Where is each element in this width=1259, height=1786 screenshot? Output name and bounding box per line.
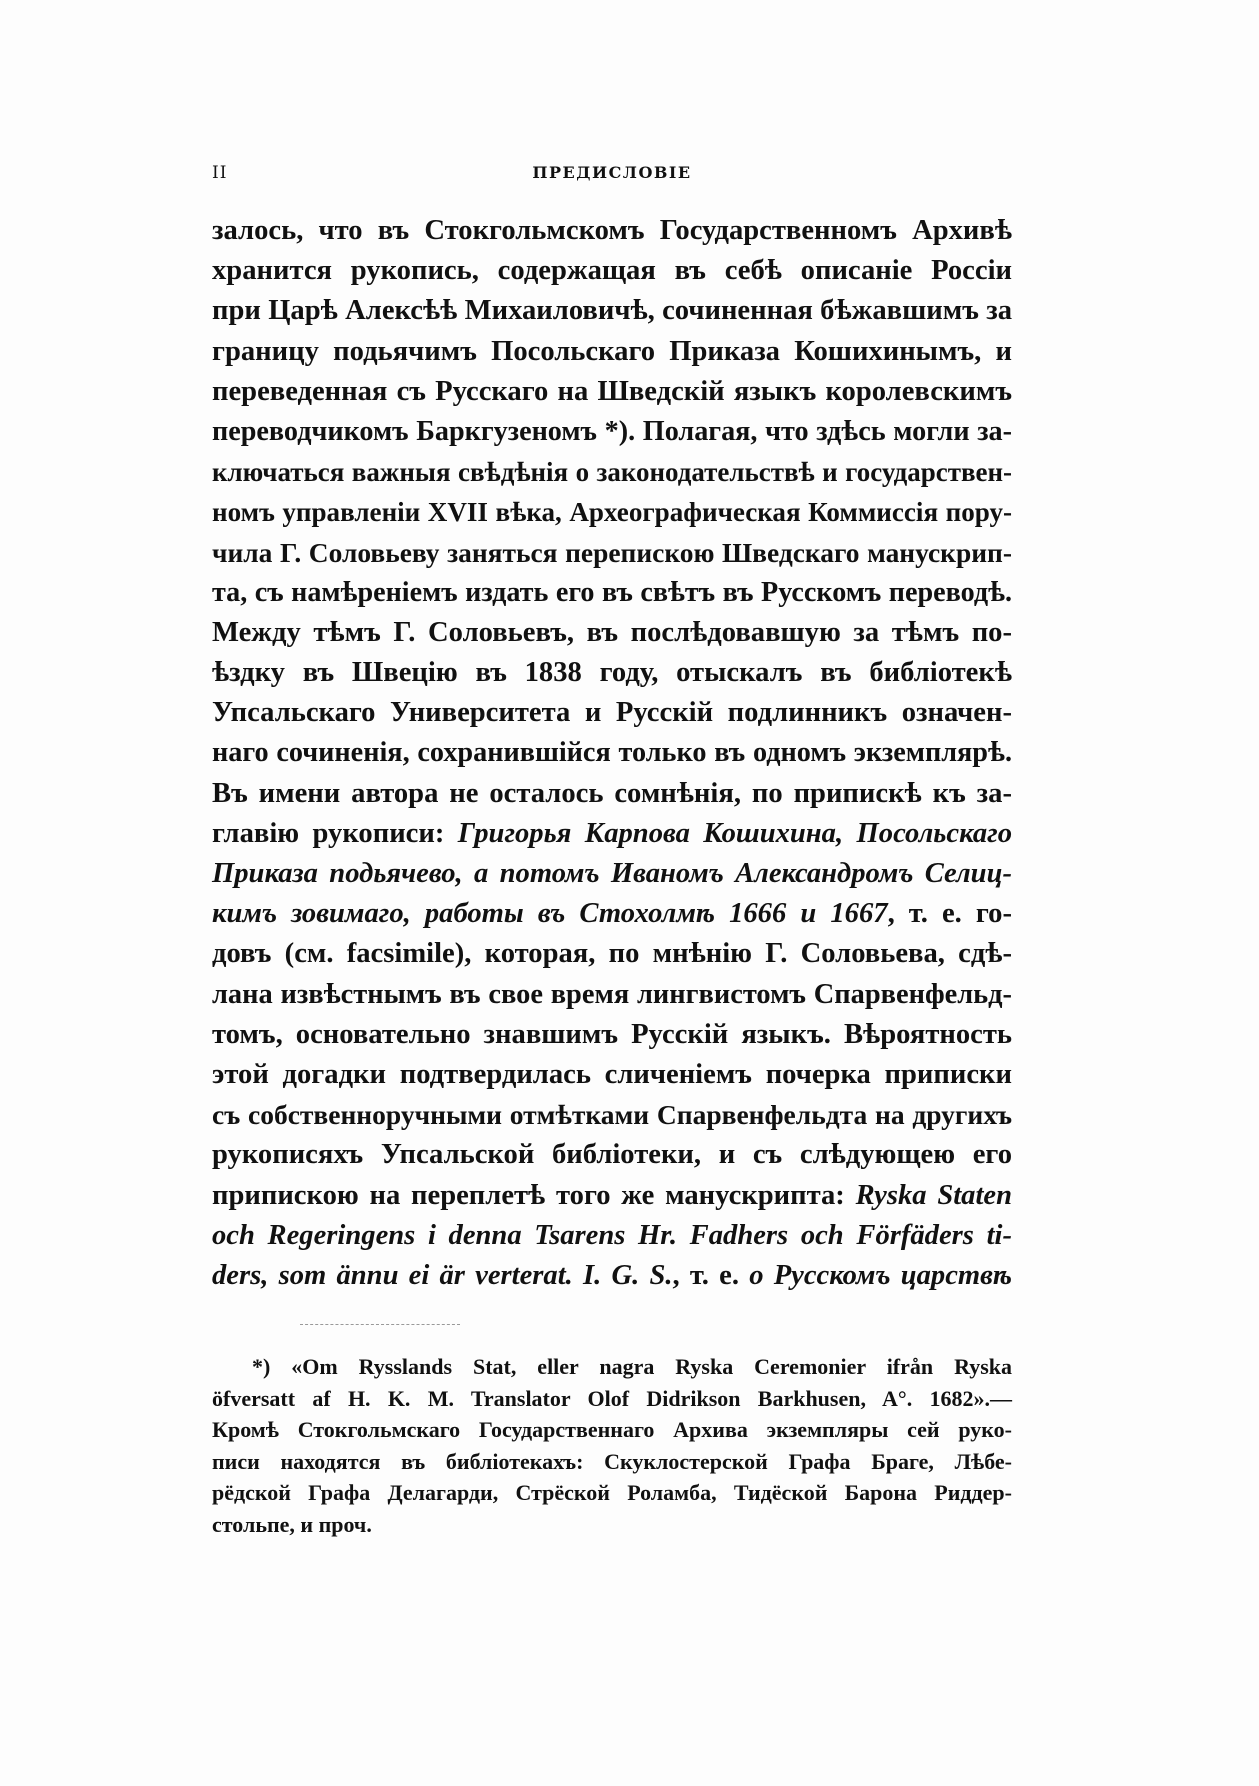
text-line: чила Г. Соловьеву заняться перепискою Шведскаго манускрип-	[212, 537, 1012, 568]
text-line: переведенная съ Русскаго на Шведскій языкъ королевскимъ	[212, 375, 1012, 407]
text-line: ѣздку въ Швецію въ 1838 году, отыскалъ въ библіотекѣ	[212, 657, 1012, 689]
text-line: ключаться важныя свѣдѣнія о законодательствѣ и государствен-	[212, 457, 1012, 488]
footnote-line: öfversatt af H. K. M. Translator Olof Didrikson Barkhusen, A°. 1682».—	[212, 1385, 1012, 1411]
italic-quote: о Русскомъ царствѣ	[749, 1259, 1012, 1291]
text-line-mixed	[212, 1256, 1012, 1296]
text-line: хранится рукопись, содержащая въ себѣ описаніе Россіи	[212, 255, 1012, 287]
italic-quote-line: och Regeringens i denna Tsarens Hr. Fadhers och Förfäders ti-	[212, 1219, 1012, 1251]
page-number: II	[212, 163, 228, 183]
text-line: номъ управленіи XVII вѣка, Археографическая Коммиссія пору-	[212, 497, 1012, 528]
text-run: , т. е.	[672, 1259, 750, 1291]
text-line: границу подьячимъ Посольскаго Приказа Кошихинымъ, и	[212, 335, 1012, 367]
text-line: довъ (см. facsimile), которая, по мнѣнію Г. Соловьева, сдѣ-	[212, 938, 1012, 970]
text-run: главію рукописи:	[212, 817, 458, 849]
text-line-mixed	[212, 894, 1012, 934]
italic-quote: кимъ зовимаго, работы въ Стохолмѣ 1666 и 1667	[212, 898, 888, 930]
text-line-mixed	[212, 1176, 1012, 1216]
footnote-line: рёдской Графа Делагарди, Стрёской Роламба, Тидёской Барона Риддер-	[212, 1480, 1012, 1505]
text-line: Упсальскаго Университета и Русскій подлинникъ означен-	[212, 697, 1012, 729]
italic-quote: Григорья Карпова Кошихина, Посольскаго	[457, 817, 1012, 849]
italic-quote: ders, som ännu ei är verterat. I. G. S.	[212, 1259, 673, 1291]
footnote-line: писи находятся въ библіотекахъ: Скуклостерской Графа Браге, Лѣбе-	[212, 1448, 1012, 1474]
text-line: рукописяхъ Упсальской библіотеки, и съ слѣдующею его	[212, 1139, 1012, 1171]
footnote	[212, 1351, 1012, 1540]
text-line-mixed	[212, 814, 1012, 854]
italic-quote-line: Приказа подьячево, а потомъ Иваномъ Александромъ Селиц-	[212, 858, 1012, 889]
text-line: залось, что въ Стокгольмскомъ Государственномъ Архивѣ	[212, 215, 1012, 246]
page-header	[212, 163, 1012, 187]
text-run: припискою на переплетѣ того же манускрипта:	[212, 1179, 856, 1211]
text-run: , т. е. го-	[887, 898, 1012, 930]
text-line: Въ имени автора не осталось сомнѣнія, по припискѣ къ за-	[212, 777, 1012, 809]
footnote-separator	[300, 1324, 460, 1325]
footnote-line: стольпе, и проч.	[212, 1511, 372, 1537]
italic-quote: Ryska Staten	[855, 1179, 1012, 1211]
running-title: ПРЕДИСЛОВІЕ	[532, 163, 692, 182]
body-text	[212, 211, 1012, 1296]
footnote-line: *) «Om Rysslands Stat, eller nagra Ryska Ceremonier ifrån Ryska	[252, 1354, 1012, 1379]
text-line: съ собственноручными отмѣтками Спарвенфельдта на другихъ	[212, 1099, 1012, 1131]
text-line: Между тѣмъ Г. Соловьевъ, въ послѣдовавшую за тѣмъ по-	[212, 616, 1012, 648]
text-line: переводчикомъ Баркгузеномъ *). Полагая, что здѣсь могли за-	[212, 415, 1012, 447]
text-line: этой догадки подтвердилась сличеніемъ почерка приписки	[212, 1058, 1012, 1090]
text-line: та, съ намѣреніемъ издать его въ свѣтъ въ Русскомъ переводѣ.	[212, 576, 1012, 608]
text-line: при Царѣ Алексѣѣ Михаиловичѣ, сочиненная бѣжавшимъ за	[212, 295, 1012, 327]
text-line: томъ, основательно знавшимъ Русскій языкъ. Вѣроятность	[212, 1018, 1012, 1050]
text-line: лана извѣстнымъ въ свое время лингвистомъ Спарвенфельд-	[212, 978, 1012, 1010]
footnote-line: Кромѣ Стокгольмскаго Государственнаго Архива экземпляры сей руко-	[212, 1417, 1012, 1442]
text-line: наго сочиненія, сохранившійся только въ одномъ экземплярѣ.	[212, 737, 1012, 769]
